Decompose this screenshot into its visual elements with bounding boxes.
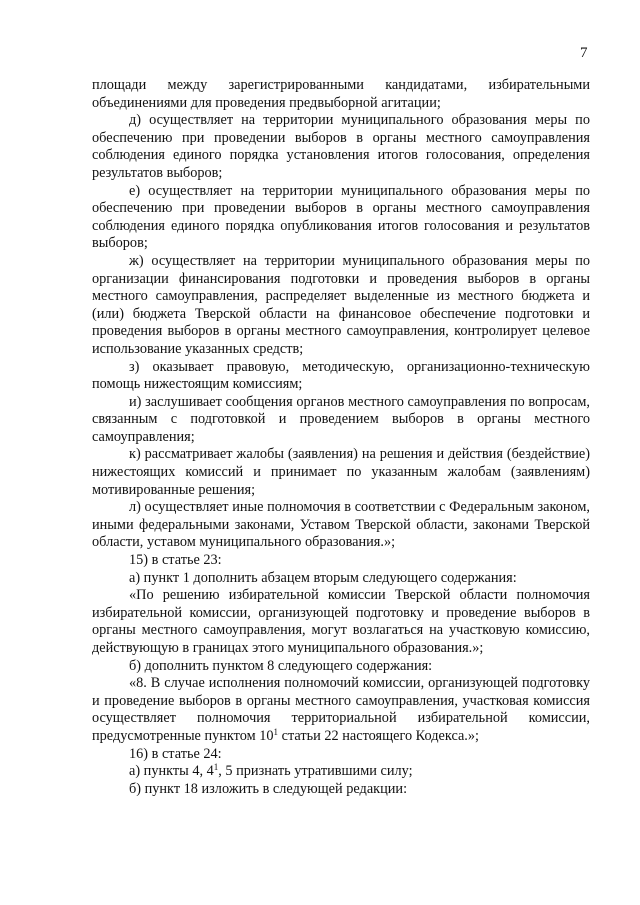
point-8-text: «8. В случае исполнения полномочий комиссии, организующей подготовку и проведение выборов в органы местного самоуправления, участковая комиссия осуществляет полномочия территориальной избирательной комиссии, предусмотренные пунктом 10 <box>92 675 590 744</box>
paragraph-article-23-b: б) дополнить пунктом 8 следующего содержания: <box>129 657 433 674</box>
superscript: 1 <box>213 762 219 773</box>
paragraph-article-24-b: б) пункт 18 изложить в следующей редакции: <box>129 780 408 797</box>
point-8-text-end: статьи 22 настоящего Кодекса.»; <box>278 727 479 744</box>
paragraph-article-24-a <box>92 763 590 781</box>
paragraph-item-l: л) осуществляет иные полномочия в соответствии с Федеральным законом, иными федеральными законами, Уставом Тверской области, законами Тверской области, уставом муниципального образования.»; <box>92 499 590 551</box>
paragraph-item-zh: ж) осуществляет на территории муниципального образования меры по организации финансирования подготовки и проведения выборов в органы местного самоуправления, распределяет выделенные из местного бюджета и (или) бюджета Тверской области на финансовое обеспечение подготовки и проведения выборов в органы местного самоуправления, контролирует целевое использование указанных средств; <box>92 252 590 357</box>
paragraph-item-i: и) заслушивает сообщения органов местного самоуправления по вопросам, связанным с подготовкой и проведением выборов в органы местного самоуправления; <box>92 393 590 445</box>
paragraph-continuation: площади между зарегистрированными кандидатами, избирательными объединениями для проведения предвыборной агитации; <box>92 77 590 111</box>
paragraph-item-e: е) осуществляет на территории муниципального образования меры по обеспечению при проведении выборов в органы местного самоуправления соблюдения единого порядка опубликования итогов голосования и результатов выборов; <box>92 182 590 252</box>
article-24-a-text: а) пункты 4, 4 <box>129 763 214 780</box>
paragraph-quote-commission: «По решению избирательной комиссии Тверской области полномочия избирательной комиссии, организующей подготовку и проведение выборов в органы местного самоуправления, могут возлагаться на участковую комиссию, действующую в границах этого муниципального образования.»; <box>92 587 590 656</box>
paragraph-point-8 <box>92 675 590 745</box>
document-body <box>92 77 590 798</box>
page-number: 7 <box>580 45 588 61</box>
paragraph-item-d: д) осуществляет на территории муниципального образования меры по обеспечению при проведении выборов в органы местного самоуправления соблюдения единого порядка установления итогов голосования, определения результатов выборов; <box>92 112 590 181</box>
paragraph-article-23: 15) в статье 23: <box>129 552 222 569</box>
paragraph-article-24: 16) в статье 24: <box>129 745 222 762</box>
superscript: 1 <box>273 726 279 737</box>
paragraph-item-k: к) рассматривает жалобы (заявления) на решения и действия (бездействие) нижестоящих комиссий и принимает по указанным жалобам (заявлениям) мотивированные решения; <box>92 446 590 498</box>
paragraph-item-z: з) оказывает правовую, методическую, организационно-техническую помощь нижестоящим комиссиям; <box>92 358 590 393</box>
paragraph-article-23-a: а) пункт 1 дополнить абзацем вторым следующего содержания: <box>129 569 517 586</box>
article-24-a-text-end: , 5 признать утратившими силу; <box>218 763 413 780</box>
